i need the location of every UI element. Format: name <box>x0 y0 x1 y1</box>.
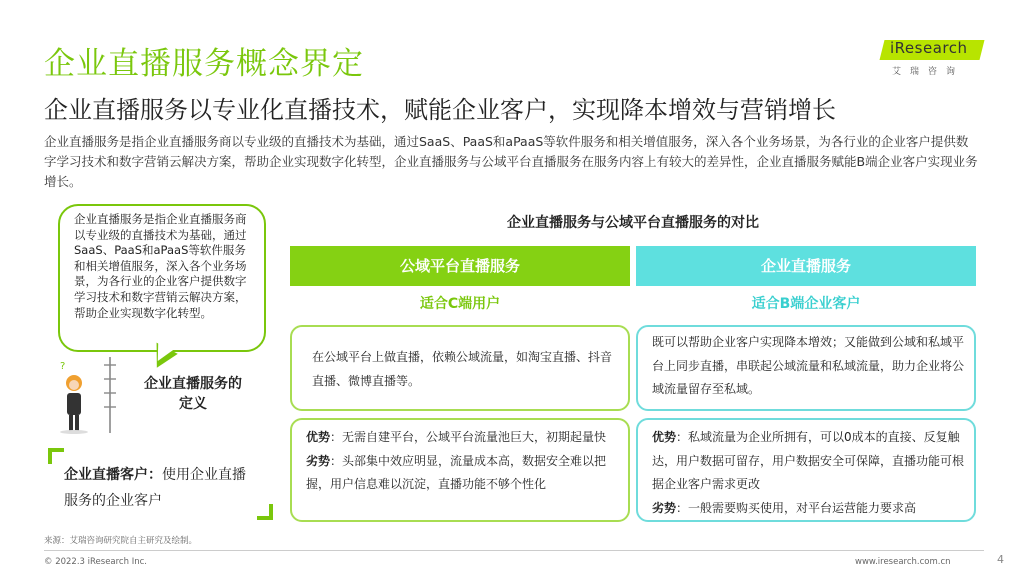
customer-text: 使用企业直播服务的企业客户 <box>64 467 246 509</box>
enterprise-live-pros-cons-card <box>636 418 976 522</box>
source-note: 来源：艾瑞咨询研究院自主研究及绘制。 <box>44 536 198 546</box>
enterprise-live-header: 企业直播服务 <box>636 246 976 286</box>
definition-label: 企业直播服务的定义 <box>144 376 242 412</box>
enterprise-live-cons <box>652 497 964 521</box>
page-title: 企业直播服务概念界定 <box>44 46 364 82</box>
logo-text: iResearch <box>890 39 968 57</box>
public-platform-audience: 适合C端用户 <box>419 296 501 312</box>
thinking-person-icon <box>52 355 142 435</box>
enterprise-live-audience: 适合B端企业客户 <box>751 296 861 312</box>
footer-divider <box>44 550 984 551</box>
enterprise-live-description: 既可以帮助企业客户实现降本增效；又能做到公域和私域平台上同步直播，串联起公域流量和私域流量，助力企业将公域流量留存至私域。 <box>652 335 965 396</box>
corner-bottom-right-v <box>269 504 273 520</box>
public-platform-cons <box>306 450 618 497</box>
bubble-text: 企业直播服务是指企业直播服务商以专业级的直播技术为基础，通过SaaS、PaaS和aPaaS等软件服务和相关增值服务，深入各个业务场景，为各行业的企业客户提供数字学习技术和数字营销云解决方案，帮助企业实现数字化转型。 <box>74 212 247 320</box>
page-subtitle: 企业直播服务以专业化直播技术，赋能企业客户，实现降本增效与营销增长 <box>44 96 836 124</box>
public-platform-pros <box>306 426 618 450</box>
public-platform-header: 公域平台直播服务 <box>290 246 630 286</box>
enterprise-live-description-card <box>636 325 976 411</box>
customer-label: 企业直播客户： <box>64 467 162 483</box>
cons-text: ：一般需要购买使用，对平台运营能力要求高 <box>676 500 917 515</box>
cons-text: ：头部集中效应明显，流量成本高，数据安全难以把握，用户信息难以沉淀，直播功能不够个性化 <box>306 453 607 491</box>
svg-text:?: ? <box>60 361 66 372</box>
iresearch-logo <box>876 36 986 82</box>
public-platform-description: 在公域平台上做直播，依赖公域流量，如淘宝直播、抖音直播、微博直播等。 <box>312 350 613 388</box>
pros-text: ：无需自建平台，公域平台流量池巨大，初期起量快 <box>330 430 607 444</box>
cons-label: 劣势 <box>652 500 677 515</box>
public-platform-pros-cons-card <box>290 418 630 522</box>
pros-label: 优势 <box>306 430 331 444</box>
customer-definition <box>64 462 259 514</box>
comparison-title: 企业直播服务与公域平台直播服务的对比 <box>507 215 759 231</box>
definition-speech-bubble <box>58 204 266 352</box>
intro-paragraph: 企业直播服务是指企业直播服务商以专业级的直播技术为基础，通过SaaS、PaaS和aPaaS等软件服务和相关增值服务，深入各个业务场景，为各行业的企业客户提供数字学习技术和数字营销云解决方案，帮助企业实现数字化转型，企业直播服务与公域平台直播服务在服务内容上有较大的差异性，企业直播服务赋能B端企业客户实现业务增长。 <box>44 134 978 189</box>
copyright: © 2022.3 iResearch Inc. <box>44 557 147 567</box>
cons-label: 劣势 <box>306 453 331 468</box>
pros-label: 优势 <box>652 430 677 444</box>
logo-cn-text: 艾瑞咨询 <box>892 67 965 77</box>
public-platform-description-card <box>290 325 630 411</box>
website-link[interactable]: www.iresearch.com.cn <box>855 557 951 567</box>
page-number: 4 <box>997 553 1004 566</box>
enterprise-live-pros <box>652 426 964 497</box>
pros-text: ：私域流量为企业所拥有，可以0成本的直接、反复触达，用户数据可留存，用户数据安全可保障，直播功能可根据企业客户需求更改 <box>652 430 965 491</box>
corner-top-left-v <box>48 448 52 464</box>
